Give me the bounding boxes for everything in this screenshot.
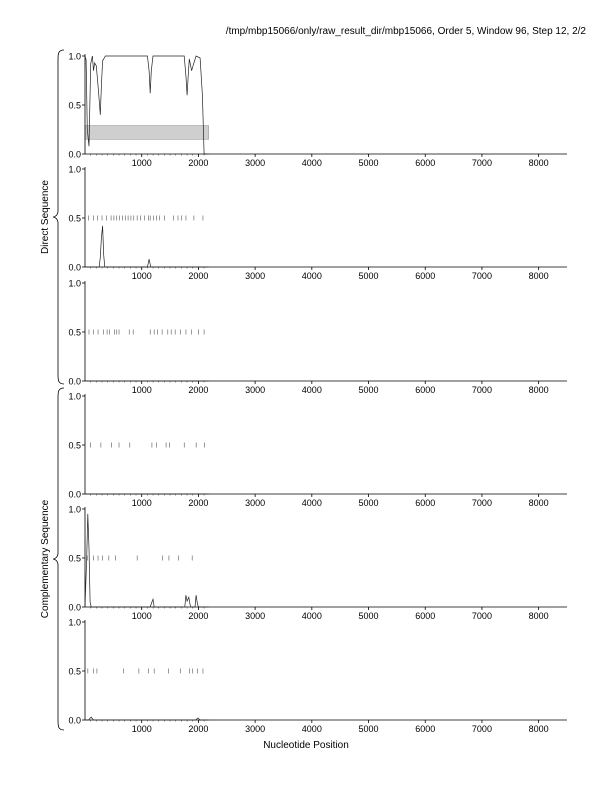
x-tick-label-3-6: 7000	[471, 385, 492, 395]
x-tick-label-2-1: 2000	[188, 271, 209, 281]
x-tick-label-1-2: 3000	[245, 158, 266, 168]
x-tick-label-4-5: 6000	[415, 498, 436, 508]
x-tick-label-3-0: 1000	[131, 385, 152, 395]
x-tick-label-3-4: 5000	[358, 385, 379, 395]
x-tick-label-6-1: 2000	[188, 724, 209, 734]
x-tick-label-1-0: 1000	[131, 158, 152, 168]
x-tick-label-4-0: 1000	[131, 498, 152, 508]
x-tick-label-4-7: 8000	[528, 498, 549, 508]
x-tick-label-1-6: 7000	[471, 158, 492, 168]
x-tick-label-3-7: 8000	[528, 385, 549, 395]
y-tick-label-5-1: 0.5	[68, 553, 81, 564]
series-line-6	[85, 717, 209, 720]
y-tick-label-6-2: 1.0	[68, 617, 81, 628]
x-tick-label-2-7: 8000	[528, 271, 549, 281]
y-tick-label-4-0: 0.0	[68, 489, 81, 500]
y-tick-label-4-1: 0.5	[68, 440, 81, 451]
x-tick-label-2-3: 4000	[301, 271, 322, 281]
direct-brace	[53, 50, 64, 384]
direct-sequence-label: Direct Sequence	[40, 180, 51, 254]
x-tick-label-2-0: 1000	[131, 271, 152, 281]
x-tick-label-3-3: 4000	[301, 385, 322, 395]
x-tick-label-6-5: 6000	[415, 724, 436, 734]
y-tick-label-4-2: 1.0	[68, 391, 81, 402]
x-tick-label-1-5: 6000	[415, 158, 436, 168]
x-tick-label-6-2: 3000	[245, 724, 266, 734]
y-tick-label-6-0: 0.0	[68, 715, 81, 726]
x-tick-label-5-0: 1000	[131, 611, 152, 621]
y-tick-label-2-2: 1.0	[68, 164, 81, 175]
x-tick-label-5-1: 2000	[188, 611, 209, 621]
x-tick-label-6-4: 5000	[358, 724, 379, 734]
complementary-sequence-label: Complementary Sequence	[40, 499, 51, 619]
x-axis-label: Nucleotide Position	[263, 740, 349, 751]
x-tick-label-5-3: 4000	[301, 611, 322, 621]
x-tick-label-3-2: 3000	[245, 385, 266, 395]
x-tick-label-3-1: 2000	[188, 385, 209, 395]
x-tick-label-4-6: 7000	[471, 498, 492, 508]
x-tick-label-5-7: 8000	[528, 611, 549, 621]
x-tick-label-1-1: 2000	[188, 158, 209, 168]
y-tick-label-3-2: 1.0	[68, 278, 81, 289]
x-tick-label-5-5: 6000	[415, 611, 436, 621]
x-tick-label-4-1: 2000	[188, 498, 209, 508]
x-tick-label-5-6: 7000	[471, 611, 492, 621]
x-tick-label-4-3: 4000	[301, 498, 322, 508]
plot-title: /tmp/mbp15066/only/raw_result_dir/mbp15066, Order 5, Window 96, Step 12, 2/2	[225, 26, 586, 37]
complementary-brace	[53, 388, 64, 730]
x-tick-label-6-0: 1000	[131, 724, 152, 734]
x-tick-label-6-3: 4000	[301, 724, 322, 734]
x-tick-label-5-2: 3000	[245, 611, 266, 621]
x-tick-label-1-7: 8000	[528, 158, 549, 168]
y-tick-label-1-1: 0.5	[68, 100, 81, 111]
x-tick-label-4-4: 5000	[358, 498, 379, 508]
x-tick-label-6-6: 7000	[471, 724, 492, 734]
y-tick-label-2-1: 0.5	[68, 213, 81, 224]
y-tick-label-1-0: 0.0	[68, 149, 81, 160]
shaded-band-1	[85, 126, 209, 140]
y-tick-label-3-1: 0.5	[68, 327, 81, 338]
y-tick-label-3-0: 0.0	[68, 376, 81, 387]
y-tick-label-5-2: 1.0	[68, 504, 81, 515]
y-tick-label-1-2: 1.0	[68, 51, 81, 62]
x-tick-label-4-2: 3000	[245, 498, 266, 508]
x-tick-label-2-4: 5000	[358, 271, 379, 281]
series-line-2	[85, 226, 209, 267]
x-tick-label-2-5: 6000	[415, 271, 436, 281]
x-tick-label-2-6: 7000	[471, 271, 492, 281]
y-tick-label-5-0: 0.0	[68, 602, 81, 613]
x-tick-label-3-5: 6000	[415, 385, 436, 395]
y-tick-label-6-1: 0.5	[68, 666, 81, 677]
y-tick-label-2-0: 0.0	[68, 262, 81, 273]
x-tick-label-2-2: 3000	[245, 271, 266, 281]
x-tick-label-1-4: 5000	[358, 158, 379, 168]
x-tick-label-6-7: 8000	[528, 724, 549, 734]
series-line-5	[85, 514, 209, 607]
x-tick-label-5-4: 5000	[358, 611, 379, 621]
x-tick-label-1-3: 4000	[301, 158, 322, 168]
